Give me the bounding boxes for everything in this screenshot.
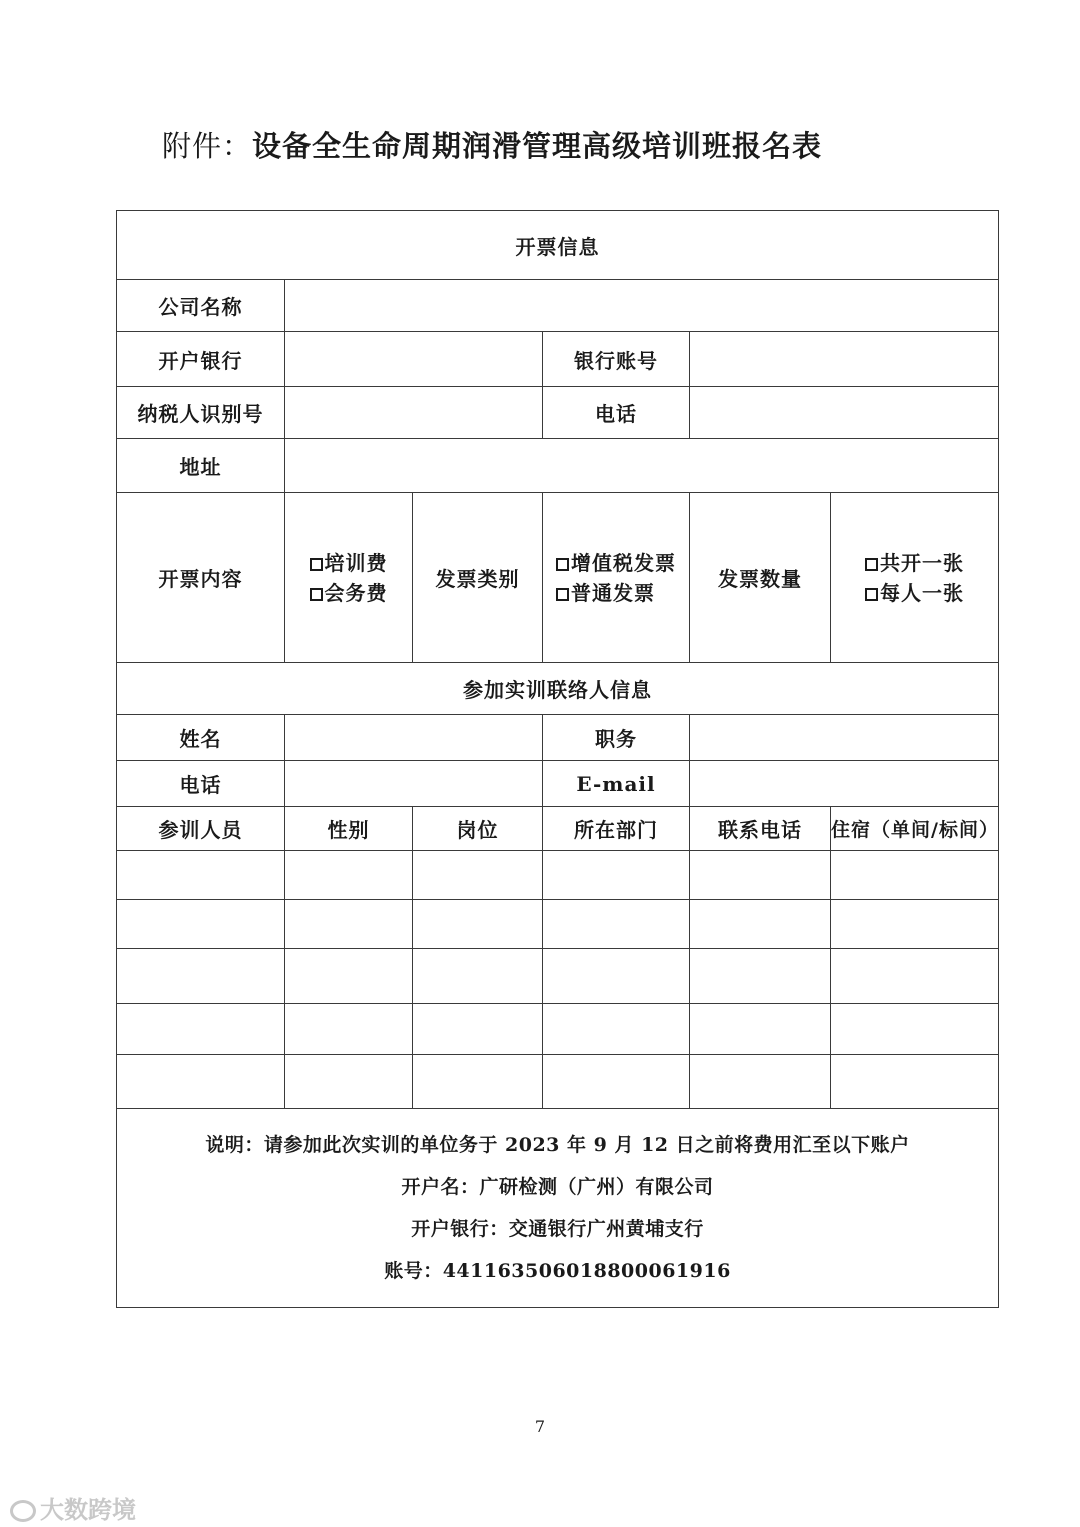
- invoice-phone-label: 电话: [543, 387, 690, 439]
- invoice-quantity-options: [831, 493, 999, 663]
- contact-phone-label: 电话: [117, 761, 285, 807]
- company-name-field[interactable]: [285, 280, 999, 332]
- participant-name-cell[interactable]: [117, 1055, 285, 1109]
- contact-position-label: 职务: [543, 715, 690, 761]
- checkbox-icon[interactable]: [865, 588, 878, 601]
- registration-form-table: [116, 210, 999, 1308]
- page-number: 7: [534, 1417, 546, 1436]
- participant-name-cell[interactable]: [117, 949, 285, 1004]
- participant-department-cell[interactable]: [543, 1055, 690, 1109]
- participant-phone-cell[interactable]: [690, 1055, 831, 1109]
- bank-account-field[interactable]: [690, 332, 999, 387]
- title-main: 设备全生命周期润滑管理高级培训班报名表: [252, 129, 823, 163]
- participant-lodging-cell[interactable]: [831, 1055, 999, 1109]
- taxpayer-row: [117, 387, 999, 439]
- invoice-section-row: [117, 211, 999, 280]
- participants-header-lodging: 住宿（单间/标间）: [831, 807, 999, 851]
- taxpayer-id-label: 纳税人识别号: [117, 387, 285, 439]
- participant-phone-cell[interactable]: [690, 949, 831, 1004]
- bank-row: [117, 332, 999, 387]
- company-name-label: 公司名称: [117, 280, 285, 332]
- participants-header-department: 所在部门: [543, 807, 690, 851]
- contact-phone-field[interactable]: [285, 761, 543, 807]
- invoice-section-title: 开票信息: [117, 211, 999, 280]
- checkbox-icon[interactable]: [865, 558, 878, 571]
- participant-gender-cell[interactable]: [285, 900, 413, 949]
- contact-email-field[interactable]: [690, 761, 999, 807]
- checkbox-icon[interactable]: [310, 588, 323, 601]
- contact-name-label: 姓名: [117, 715, 285, 761]
- participant-phone-cell[interactable]: [690, 1004, 831, 1055]
- participant-post-cell[interactable]: [413, 949, 543, 1004]
- invoice-content-options: [285, 493, 413, 663]
- invoice-content-label: 开票内容: [117, 493, 285, 663]
- quantity-option-single[interactable]: 共开一张: [865, 548, 964, 578]
- participant-gender-cell[interactable]: [285, 1055, 413, 1109]
- checkbox-icon[interactable]: [556, 558, 569, 571]
- bank-account-label: 银行账号: [543, 332, 690, 387]
- participant-post-cell[interactable]: [413, 1055, 543, 1109]
- contact-email-label: E-mail: [543, 761, 690, 807]
- participant-name-cell[interactable]: [117, 851, 285, 900]
- participant-row: [117, 900, 999, 949]
- address-row: [117, 439, 999, 493]
- notes-row: [117, 1109, 999, 1308]
- invoice-phone-field[interactable]: [690, 387, 999, 439]
- participants-header-gender: 性别: [285, 807, 413, 851]
- participant-lodging-cell[interactable]: [831, 900, 999, 949]
- participant-department-cell[interactable]: [543, 949, 690, 1004]
- content-option-conference-fee[interactable]: 会务费: [310, 578, 388, 608]
- participant-name-cell[interactable]: [117, 1004, 285, 1055]
- participant-row: [117, 1004, 999, 1055]
- participants-header-post: 岗位: [413, 807, 543, 851]
- invoice-type-label: 发票类别: [413, 493, 543, 663]
- participant-post-cell[interactable]: [413, 900, 543, 949]
- notes-bank: 开户银行：交通银行广州黄埔支行: [411, 1218, 704, 1240]
- invoice-options-row: [117, 493, 999, 663]
- participant-lodging-cell[interactable]: [831, 1004, 999, 1055]
- participant-gender-cell[interactable]: [285, 851, 413, 900]
- participant-row: [117, 1055, 999, 1109]
- checkbox-icon[interactable]: [310, 558, 323, 571]
- form-title: [162, 122, 822, 170]
- invoice-quantity-label: 发票数量: [690, 493, 831, 663]
- participant-post-cell[interactable]: [413, 851, 543, 900]
- address-field[interactable]: [285, 439, 999, 493]
- contact-section-row: [117, 663, 999, 715]
- content-option-training-fee[interactable]: 培训费: [310, 548, 388, 578]
- notes-account-number: 账号：441163506018800061916: [384, 1260, 731, 1282]
- participants-header-name: 参训人员: [117, 807, 285, 851]
- participant-department-cell[interactable]: [543, 1004, 690, 1055]
- participant-gender-cell[interactable]: [285, 1004, 413, 1055]
- notes-instruction: 说明：请参加此次实训的单位务于 2023 年 9 月 12 日之前将费用汇至以下账户: [205, 1134, 910, 1156]
- watermark-text: 大数跨境: [40, 1496, 136, 1524]
- bank-label: 开户银行: [117, 332, 285, 387]
- participants-header-phone: 联系电话: [690, 807, 831, 851]
- participant-row: [117, 851, 999, 900]
- contact-name-row: [117, 715, 999, 761]
- contact-phone-row: [117, 761, 999, 807]
- participant-department-cell[interactable]: [543, 900, 690, 949]
- address-label: 地址: [117, 439, 285, 493]
- watermark: [10, 1490, 136, 1525]
- watermark-logo-icon: [10, 1500, 36, 1522]
- participant-post-cell[interactable]: [413, 1004, 543, 1055]
- participant-department-cell[interactable]: [543, 851, 690, 900]
- checkbox-icon[interactable]: [556, 588, 569, 601]
- contact-position-field[interactable]: [690, 715, 999, 761]
- type-option-vat-invoice[interactable]: 增值税发票: [556, 548, 676, 578]
- taxpayer-id-field[interactable]: [285, 387, 543, 439]
- quantity-option-per-person[interactable]: 每人一张: [865, 578, 964, 608]
- participant-phone-cell[interactable]: [690, 851, 831, 900]
- bank-field[interactable]: [285, 332, 543, 387]
- participant-name-cell[interactable]: [117, 900, 285, 949]
- company-name-row: [117, 280, 999, 332]
- type-option-regular-invoice[interactable]: 普通发票: [556, 578, 676, 608]
- invoice-type-options: [543, 493, 690, 663]
- participants-header-row: [117, 807, 999, 851]
- contact-name-field[interactable]: [285, 715, 543, 761]
- payment-notes: [117, 1109, 999, 1308]
- contact-section-title: 参加实训联络人信息: [117, 663, 999, 715]
- participant-lodging-cell[interactable]: [831, 949, 999, 1004]
- participant-lodging-cell[interactable]: [831, 851, 999, 900]
- participant-row: [117, 949, 999, 1004]
- notes-account-name: 开户名：广研检测（广州）有限公司: [401, 1176, 714, 1198]
- title-prefix: 附件：: [162, 129, 253, 163]
- participant-phone-cell[interactable]: [690, 900, 831, 949]
- participant-gender-cell[interactable]: [285, 949, 413, 1004]
